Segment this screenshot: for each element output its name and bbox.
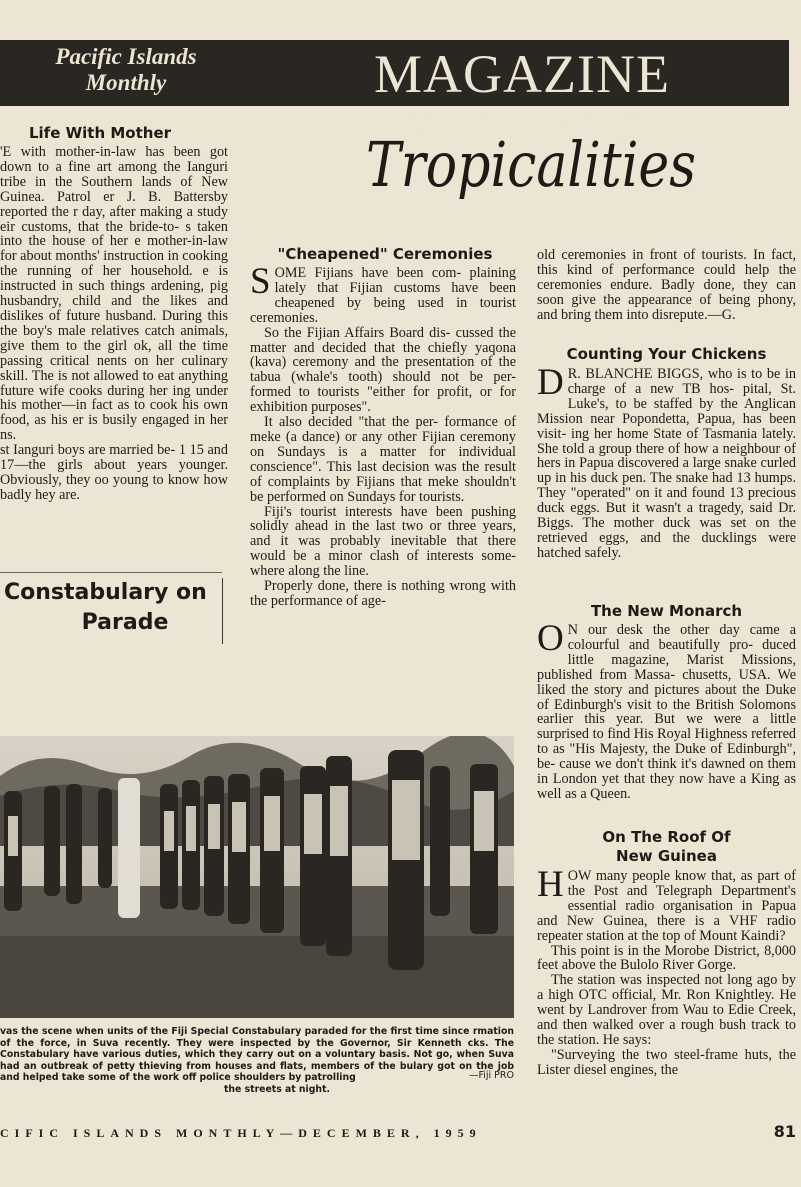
article-paragraph: st Ianguri boys are married be- 1 15 and 17—the girls about years younger. Obviously, they oo young to know how badly hey are. (0, 442, 228, 503)
lead-text: OW many people know that, as part of the Post and Telegraph Department's essential radio organisation in Papua and New Guinea, there is a VHF radio repeater station at the top of Mount Kaindi? (537, 868, 796, 944)
article-lead-paragraph (250, 261, 516, 326)
parade-photograph (0, 736, 514, 1018)
photo-caption (0, 1026, 514, 1095)
publication-name (26, 44, 226, 96)
cheapened-ceremonies-heading: "Cheapened" Ceremonies (277, 245, 493, 263)
photo-caption-text: vas the scene when units of the Fiji Special Constabulary paraded for the first time since rmation of the force, in Suva recently. They were inspected by the Governor, Sir Kenneth cks. The Constabulary have various duties, which they carry out on a voluntary basis. Not go, when Suva had an outbreak of petty thieving from houses and flats, members of the bulary got on the job and helped take some of the work off police shoulders by patrolling (0, 1026, 514, 1083)
section-title: MAGAZINE SECTION (374, 44, 670, 164)
page-footer: CIFIC ISLANDS MONTHLY—DECEMBER, 1959 (0, 1126, 482, 1140)
constabulary-heading (0, 578, 220, 638)
divider (222, 578, 223, 644)
roof-of-new-guinea-heading (537, 828, 796, 866)
cheapened-ceremonies-continuation (537, 248, 796, 323)
article-paragraph: So the Fijian Affairs Board dis- cussed the matter and decided that the chiefly yaqona (kava) ceremony and the presentation of the tabua (whale's tooth) should not be per- formed to tourists "either for profit, or for exhibition purposes". (250, 324, 516, 416)
article-lead-paragraph (537, 362, 796, 561)
roof-heading-line2: New Guinea (616, 847, 717, 865)
article-paragraph: "Surveying the two steel-frame huts, the Lister diesel engines, the (537, 1046, 796, 1078)
constabulary-heading-line1: Constabulary on (4, 580, 207, 605)
lead-text: N our desk the other day came a colourful and beautifully pro- duced little magazine, Marist Missions, published from Massa- chusetts, USA. We liked the story and pictures about the Duke of Edinburgh's visit to the British Solomons earlier this year. But we were a little surprised to find His Royal Highness referred to as "His Majesty, the Duke of Edinburgh", be- cause we don't think it's dawned on them in London yet that they now have a King as well as a Queen. (537, 622, 796, 802)
roof-of-new-guinea-body (537, 864, 796, 1078)
photo-caption-last-line: the streets at night. (223, 1083, 330, 1095)
publication-name-line2: Monthly (85, 70, 167, 95)
roof-heading-line1: On The Roof Of (602, 828, 731, 846)
drop-cap: D (537, 362, 564, 403)
article-paragraph: The station was inspected not long ago by a high OTC official, Mr. Ron Knightley. He went by Landrover from Wau to Edie Creek, and then walked over a rough bush track to the station. He says: (537, 972, 796, 1048)
life-with-mother-heading: Life With Mother (28, 124, 172, 142)
page-number: 81 (773, 1122, 796, 1141)
article-paragraph: old ceremonies in front of tourists. In fact, this kind of performance could help the ceremonies endure. Badly done, they can soon give the appearance of being phony, and bring them into disrepute.—G. (537, 247, 796, 323)
counting-your-chickens-body (537, 362, 796, 561)
lead-text: OME Fijians have been com- plaining lately that Fijian customs have been cheapened by being used in tourist ceremonies. (250, 265, 516, 326)
counting-your-chickens-heading: Counting Your Chickens (566, 345, 767, 363)
article-paragraph: 'E with mother-in-law has been got down to a fine art among the Ianguri tribe in the Southern lands of New Guinea. Patrol er J. B. Battersby reported the r day, after making a study eir customs, that the bride-to- s taken into the house of her e mother-in-law for about months' instruction in cooking the running of her household. e is instructed in such things ardening, pig husbandry, child and the likes and dislikes of future husband. During this the boy's male relatives catch animals, give them to the girl ok, all the time passing critical nents on her culinary skill. The is not allowed to eat anything future wife cooks during her ing under his mother—in fact as to cook his own food, as his er is busily engaged in her ns. (0, 144, 228, 444)
tropicalities-title-text: Tropicalities (366, 128, 696, 201)
article-paragraph: Fiji's tourist interests have been pushing solidly ahead in the last two or three years, and it was probably inevitable that there would be a minor clash of interests some- where along the line. (250, 503, 516, 580)
constabulary-heading-line2: Parade (81, 610, 169, 635)
article-paragraph: Properly done, there is nothing wrong with the performance of age- (250, 578, 516, 609)
article-paragraph: It also decided "that the per- formance of meke (a dance) or any other Fijian ceremony on Sundays is a matter for individual conscience". This last decision was the result of complaints by Fijians that meke shouldn't be performed on Sundays for tourists. (250, 414, 516, 505)
article-lead-paragraph (537, 864, 796, 944)
divider (0, 572, 222, 573)
article-lead-paragraph (537, 618, 796, 802)
drop-cap: H (537, 864, 564, 905)
drop-cap: S (250, 261, 271, 302)
new-monarch-body (537, 618, 796, 802)
lead-text: R. BLANCHE BIGGS, who is to be in charge of a new TB hos- pital, St. Luke's, to be staffed by the Anglican Mission near Popondetta, Papua, has been visit- ing her home State of Tasmania lately. She told a group there of how a neighbour of hers in Papua discovered a large snake curled up in his duck pen. The snake had 13 humps. They "operated" on it and found 13 precious duck eggs. But it wasn't a tragedy, said Dr. Biggs. The mother duck was set on the retrieved eggs, and the ducklings were hatched safely. (537, 366, 796, 561)
photo-credit: —Fiji PRO (468, 1070, 514, 1081)
drop-cap: O (537, 618, 564, 659)
article-paragraph: This point is in the Morobe District, 8,000 feet above the Bulolo River Gorge. (537, 942, 796, 974)
tropicalities-script-title (362, 120, 702, 210)
cheapened-ceremonies-body (250, 261, 516, 609)
life-with-mother-body (0, 145, 228, 503)
new-monarch-heading: The New Monarch (590, 602, 743, 620)
publication-name-line1: Pacific Islands (55, 44, 197, 69)
